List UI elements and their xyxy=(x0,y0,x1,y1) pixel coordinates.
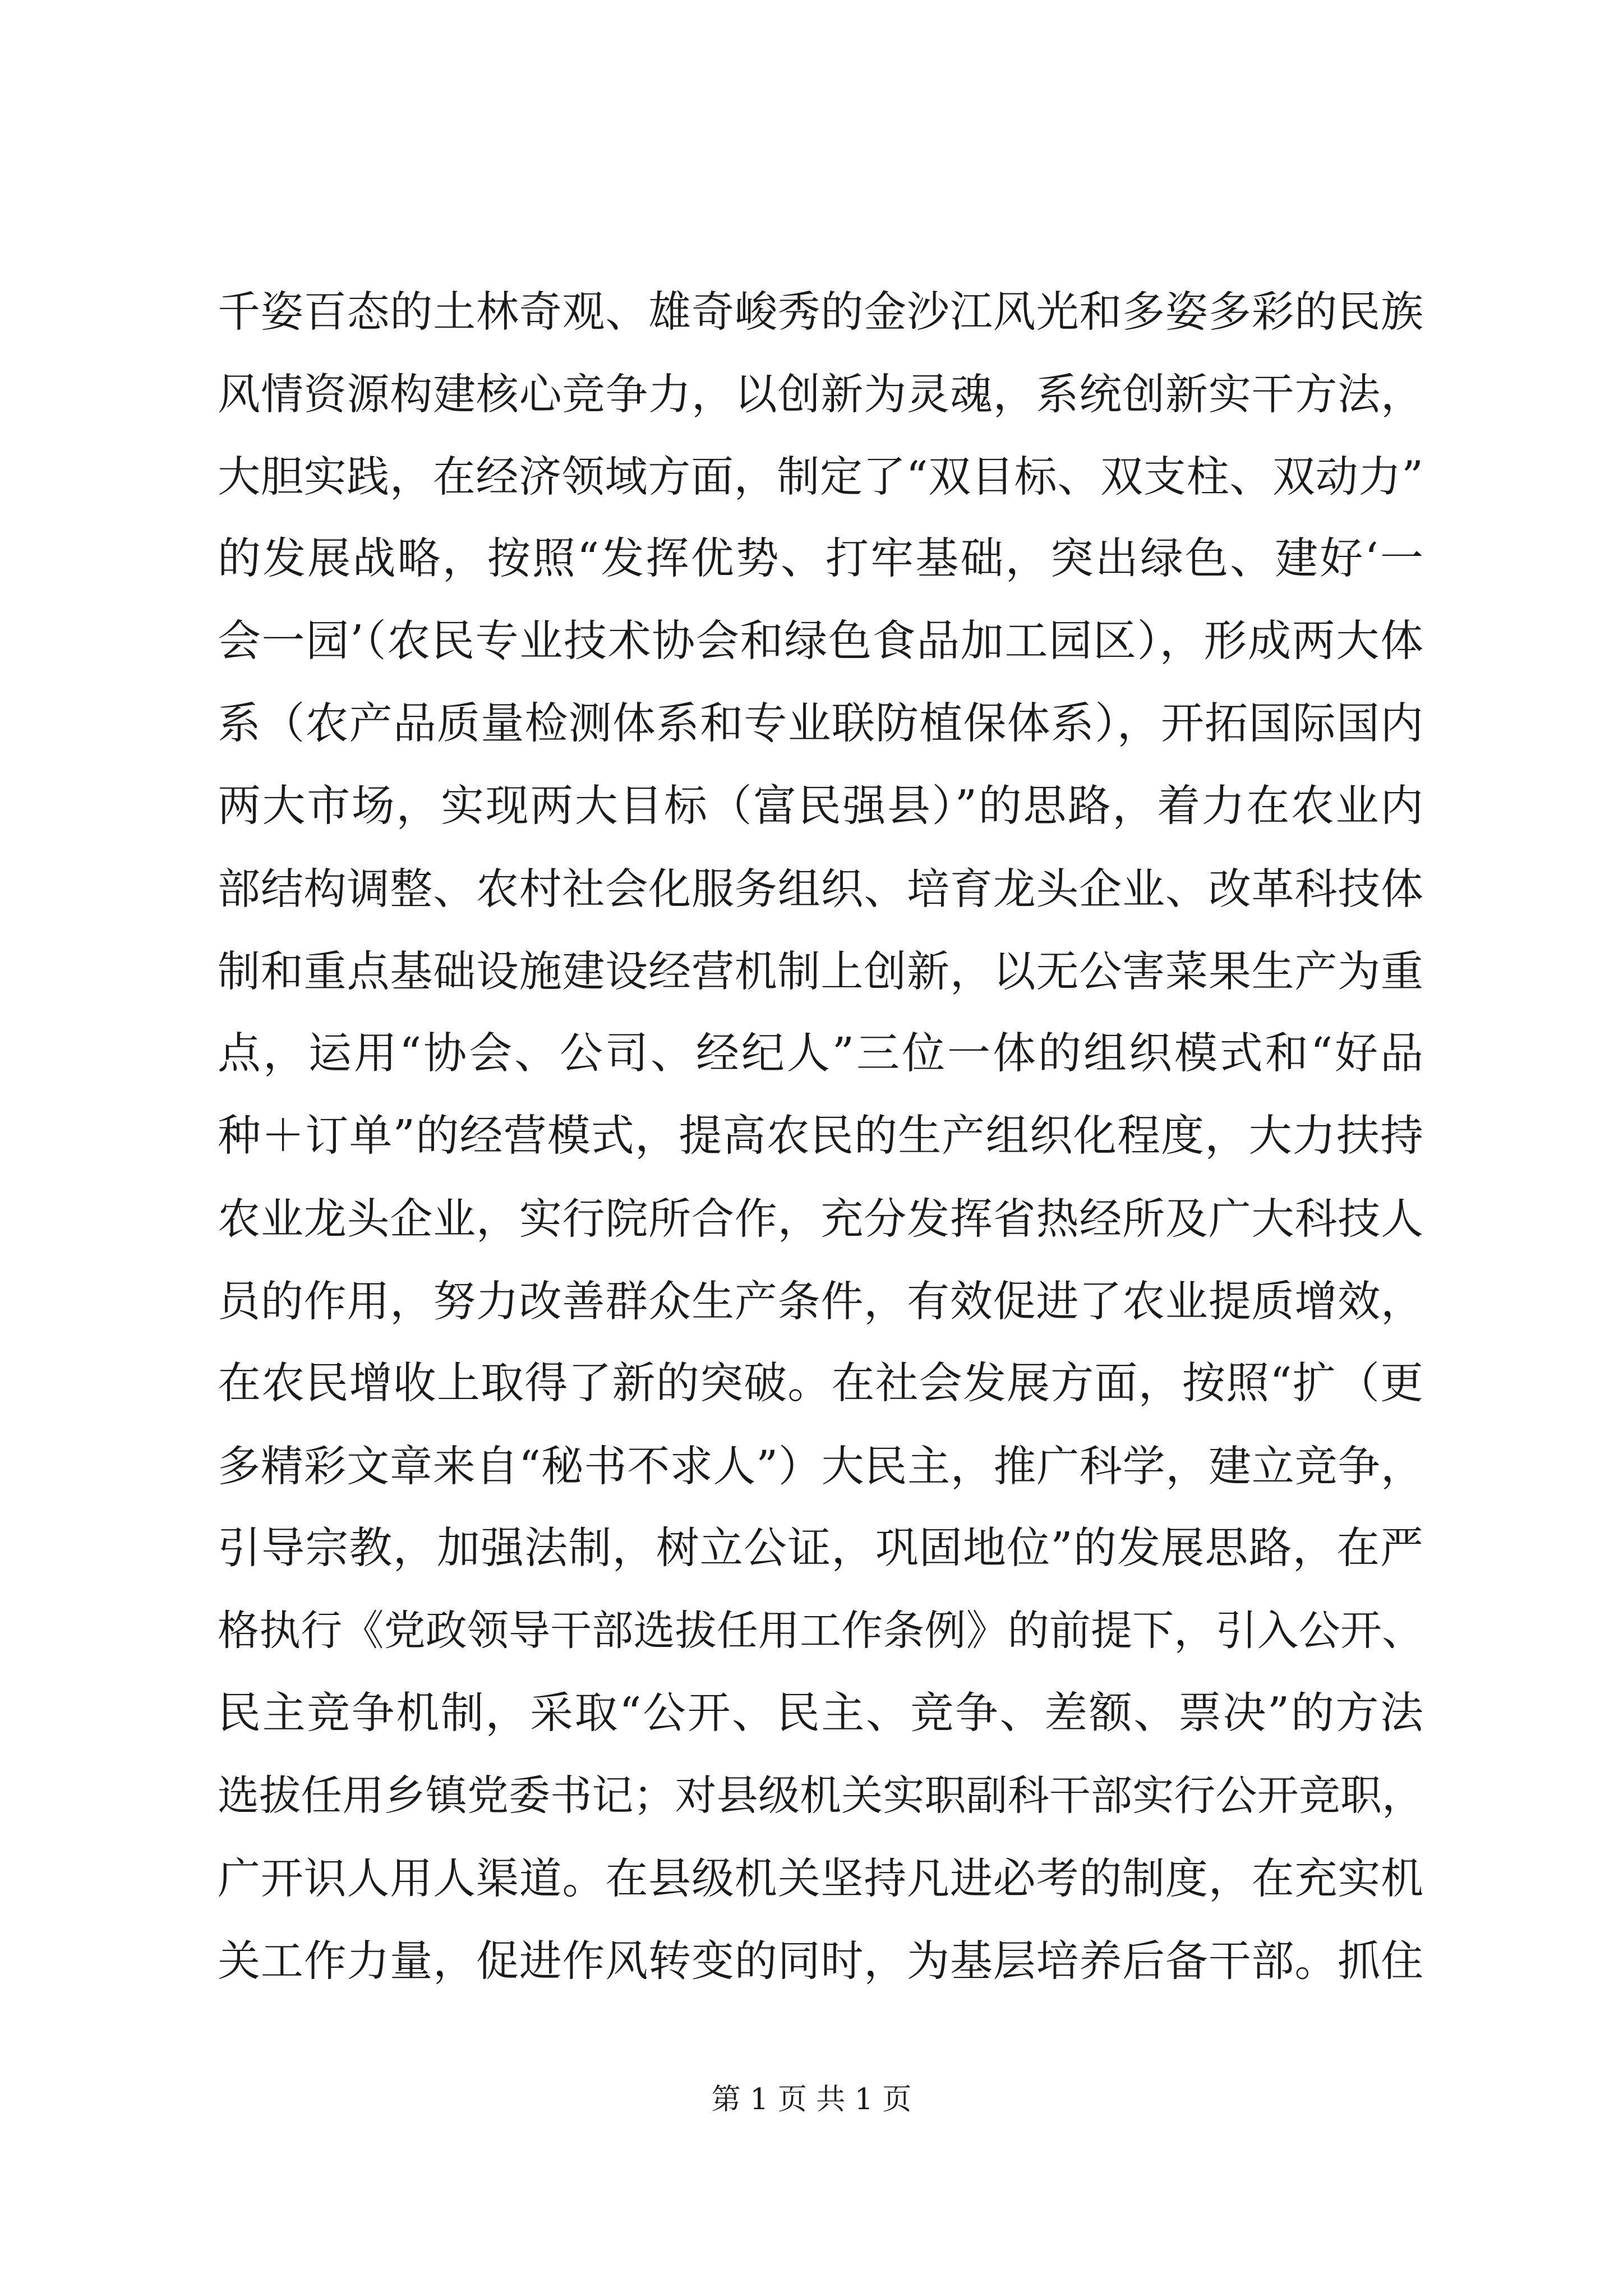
text-line: 种＋订单”的经营模式，提高农民的生产组织化程度，大力扶持 xyxy=(218,1111,1423,1161)
text-line: 点，运用“协会、公司、经纪人”三位一体的组织模式和“好品 xyxy=(218,1029,1423,1079)
text-line: 格执行《党政领导干部选拔任用工作条例》的前提下，引入公开、 xyxy=(218,1607,1423,1655)
body-text xyxy=(218,270,1423,2002)
text-line: 农业龙头企业，实行院所合作，充分发挥省热经所及广大科技人 xyxy=(218,1194,1423,1244)
text-line: 两大市场，实现两大目标（富民强县）”的思路，着力在农业内 xyxy=(218,781,1423,831)
text-line: 广开识人用人渠道。在县级机关坚持凡进必考的制度，在充实机 xyxy=(218,1853,1423,1903)
text-line: 部结构调整、农村社会化服务组织、培育龙头企业、改革科技体 xyxy=(218,864,1423,914)
text-line: 会一园’（农民专业技术协会和绿色食品加工园区），形成两大体 xyxy=(218,616,1423,666)
text-line: 多精彩文章来自“秘书不求人”）大民主，推广科学，建立竞争， xyxy=(218,1441,1423,1491)
text-line: 员的作用，努力改善群众生产条件，有效促进了农业提质增效， xyxy=(218,1276,1423,1326)
text-line: 关工作力量，促进作风转变的同时，为基层培养后备干部。抓住 xyxy=(218,1936,1423,1986)
text-line: 在农民增收上取得了新的突破。在社会发展方面，按照“扩（更 xyxy=(218,1359,1423,1409)
text-line: 大胆实践，在经济领域方面，制定了“双目标、双支柱、双动力” xyxy=(218,452,1423,501)
text-line: 引导宗教，加强法制，树立公证，巩固地位”的发展思路，在严 xyxy=(218,1524,1423,1573)
text-line: 制和重点基础设施建设经营机制上创新，以无公害菜果生产为重 xyxy=(218,946,1423,996)
page-number-footer: 第 1 页 共 1 页 xyxy=(711,2083,912,2116)
text-line: 千姿百态的土林奇观、雄奇峻秀的金沙江风光和多姿多彩的民族 xyxy=(218,287,1423,337)
text-line: 选拔任用乡镇党委书记；对县级机关实职副科干部实行公开竞职， xyxy=(218,1772,1423,1820)
text-line: 系（农产品质量检测体系和专业联防植保体系），开拓国际国内 xyxy=(218,699,1423,749)
text-line: 风情资源构建核心竞争力，以创新为灵魂，系统创新实干方法， xyxy=(218,369,1423,419)
text-line: 民主竞争机制，采取“公开、民主、竞争、差额、票决”的方法 xyxy=(218,1688,1423,1738)
text-line: 的发展战略，按照“发挥优势、打牢基础，突出绿色、建好‘一 xyxy=(218,534,1423,584)
